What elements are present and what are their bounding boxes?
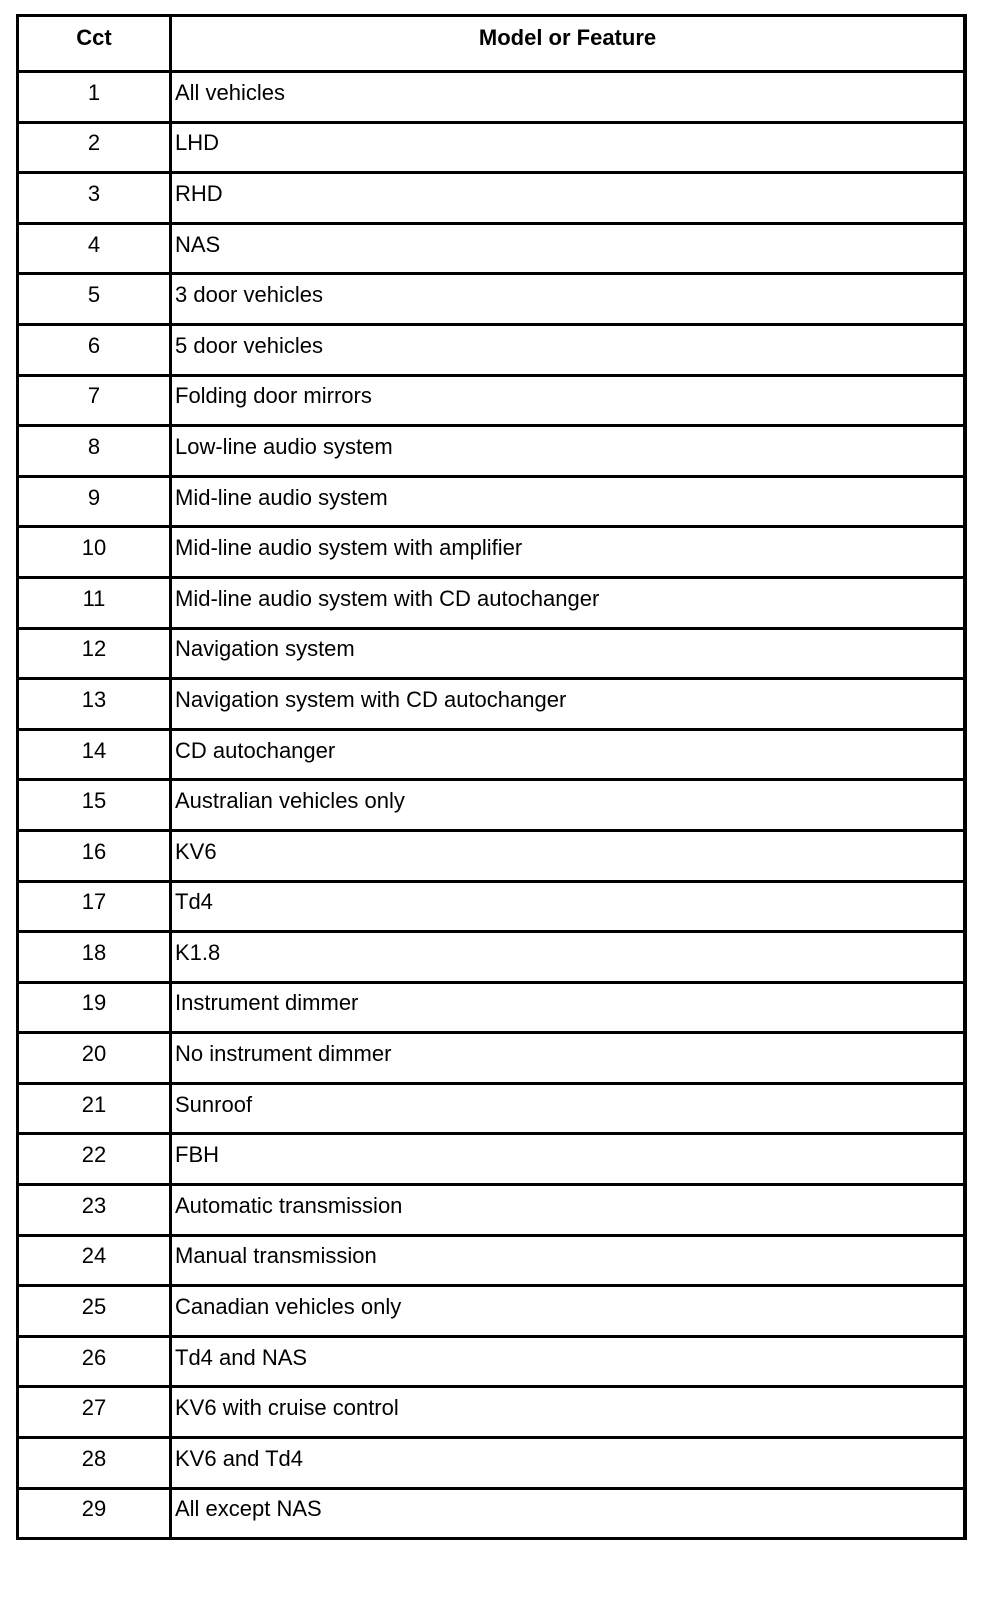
cct-number: 2 — [19, 124, 172, 172]
model-or-feature: Australian vehicles only — [175, 788, 405, 814]
model-or-feature: 5 door vehicles — [175, 332, 323, 358]
cct-number: 4 — [19, 225, 172, 273]
table-row — [19, 1135, 963, 1186]
model-or-feature: NAS — [175, 231, 221, 257]
table-row — [19, 528, 963, 579]
model-or-feature: Navigation system with CD autochanger — [175, 686, 567, 712]
cct-number: 6 — [19, 326, 172, 374]
model-or-feature: FBH — [175, 1142, 219, 1168]
circuit-feature-table — [16, 14, 967, 1540]
table-row — [19, 933, 963, 984]
model-or-feature: KV6 with cruise control — [175, 1395, 399, 1421]
model-or-feature: Mid-line audio system with CD autochanger — [175, 585, 600, 611]
model-or-feature: 3 door vehicles — [175, 282, 323, 308]
table-row — [19, 630, 963, 681]
model-or-feature: Td4 and NAS — [175, 1344, 308, 1370]
table-row — [19, 1237, 963, 1288]
table-row — [19, 1338, 963, 1389]
cct-number: 5 — [19, 275, 172, 323]
cct-number: 24 — [19, 1237, 172, 1285]
model-or-feature: Td4 — [175, 889, 213, 915]
cct-number: 18 — [19, 933, 172, 981]
cct-number: 29 — [19, 1490, 172, 1538]
table-row — [19, 883, 963, 934]
cct-number: 23 — [19, 1186, 172, 1234]
table-row — [19, 124, 963, 175]
table-body — [19, 73, 963, 1540]
model-or-feature: All except NAS — [175, 1496, 322, 1522]
model-or-feature: KV6 — [175, 838, 217, 864]
table-row — [19, 275, 963, 326]
table-row — [19, 326, 963, 377]
model-or-feature: Automatic transmission — [175, 1192, 403, 1218]
model-or-feature: CD autochanger — [175, 737, 336, 763]
model-or-feature: Folding door mirrors — [175, 383, 372, 409]
cct-number: 15 — [19, 781, 172, 829]
cct-number: 10 — [19, 528, 172, 576]
table-row — [19, 1388, 963, 1439]
table-row — [19, 781, 963, 832]
table-row — [19, 1490, 963, 1541]
model-or-feature: RHD — [175, 180, 223, 206]
cct-number: 14 — [19, 731, 172, 779]
cct-number: 9 — [19, 478, 172, 526]
model-or-feature: Low-line audio system — [175, 433, 393, 459]
cct-number: 28 — [19, 1439, 172, 1487]
model-or-feature: KV6 and Td4 — [175, 1445, 304, 1471]
model-or-feature: Instrument dimmer — [175, 990, 359, 1016]
header-cct: Cct — [19, 17, 172, 70]
model-or-feature: LHD — [175, 130, 220, 156]
table-row — [19, 1034, 963, 1085]
header-model-or-feature: Model or Feature — [478, 25, 657, 50]
model-or-feature: Mid-line audio system with amplifier — [175, 535, 523, 561]
table-row — [19, 225, 963, 276]
cct-number: 1 — [19, 73, 172, 121]
model-or-feature: No instrument dimmer — [175, 1041, 392, 1067]
cct-number: 8 — [19, 427, 172, 475]
table-row — [19, 680, 963, 731]
table-row — [19, 731, 963, 782]
model-or-feature: Mid-line audio system — [175, 484, 388, 510]
cct-number: 17 — [19, 883, 172, 931]
table-row — [19, 73, 963, 124]
cct-number: 13 — [19, 680, 172, 728]
model-or-feature: All vehicles — [175, 79, 286, 105]
cct-number: 27 — [19, 1388, 172, 1436]
cct-number: 26 — [19, 1338, 172, 1386]
table-row — [19, 427, 963, 478]
cct-number: 12 — [19, 630, 172, 678]
cct-number: 22 — [19, 1135, 172, 1183]
table-row — [19, 1085, 963, 1136]
table-row — [19, 174, 963, 225]
table-row — [19, 1439, 963, 1490]
model-or-feature: Canadian vehicles only — [175, 1294, 402, 1320]
cct-number: 20 — [19, 1034, 172, 1082]
cct-number: 11 — [19, 579, 172, 627]
cct-number: 3 — [19, 174, 172, 222]
model-or-feature: Sunroof — [175, 1091, 253, 1117]
cct-number: 7 — [19, 377, 172, 425]
cct-number: 21 — [19, 1085, 172, 1133]
model-or-feature: K1.8 — [175, 939, 221, 965]
table-row — [19, 478, 963, 529]
cct-number: 25 — [19, 1287, 172, 1335]
table-row — [19, 984, 963, 1035]
table-header-row — [19, 17, 963, 73]
model-or-feature: Manual transmission — [175, 1243, 377, 1269]
table-row — [19, 579, 963, 630]
table-row — [19, 832, 963, 883]
table-row — [19, 1287, 963, 1338]
cct-number: 16 — [19, 832, 172, 880]
table-row — [19, 377, 963, 428]
table-row — [19, 1186, 963, 1237]
model-or-feature: Navigation system — [175, 636, 355, 662]
cct-number: 19 — [19, 984, 172, 1032]
